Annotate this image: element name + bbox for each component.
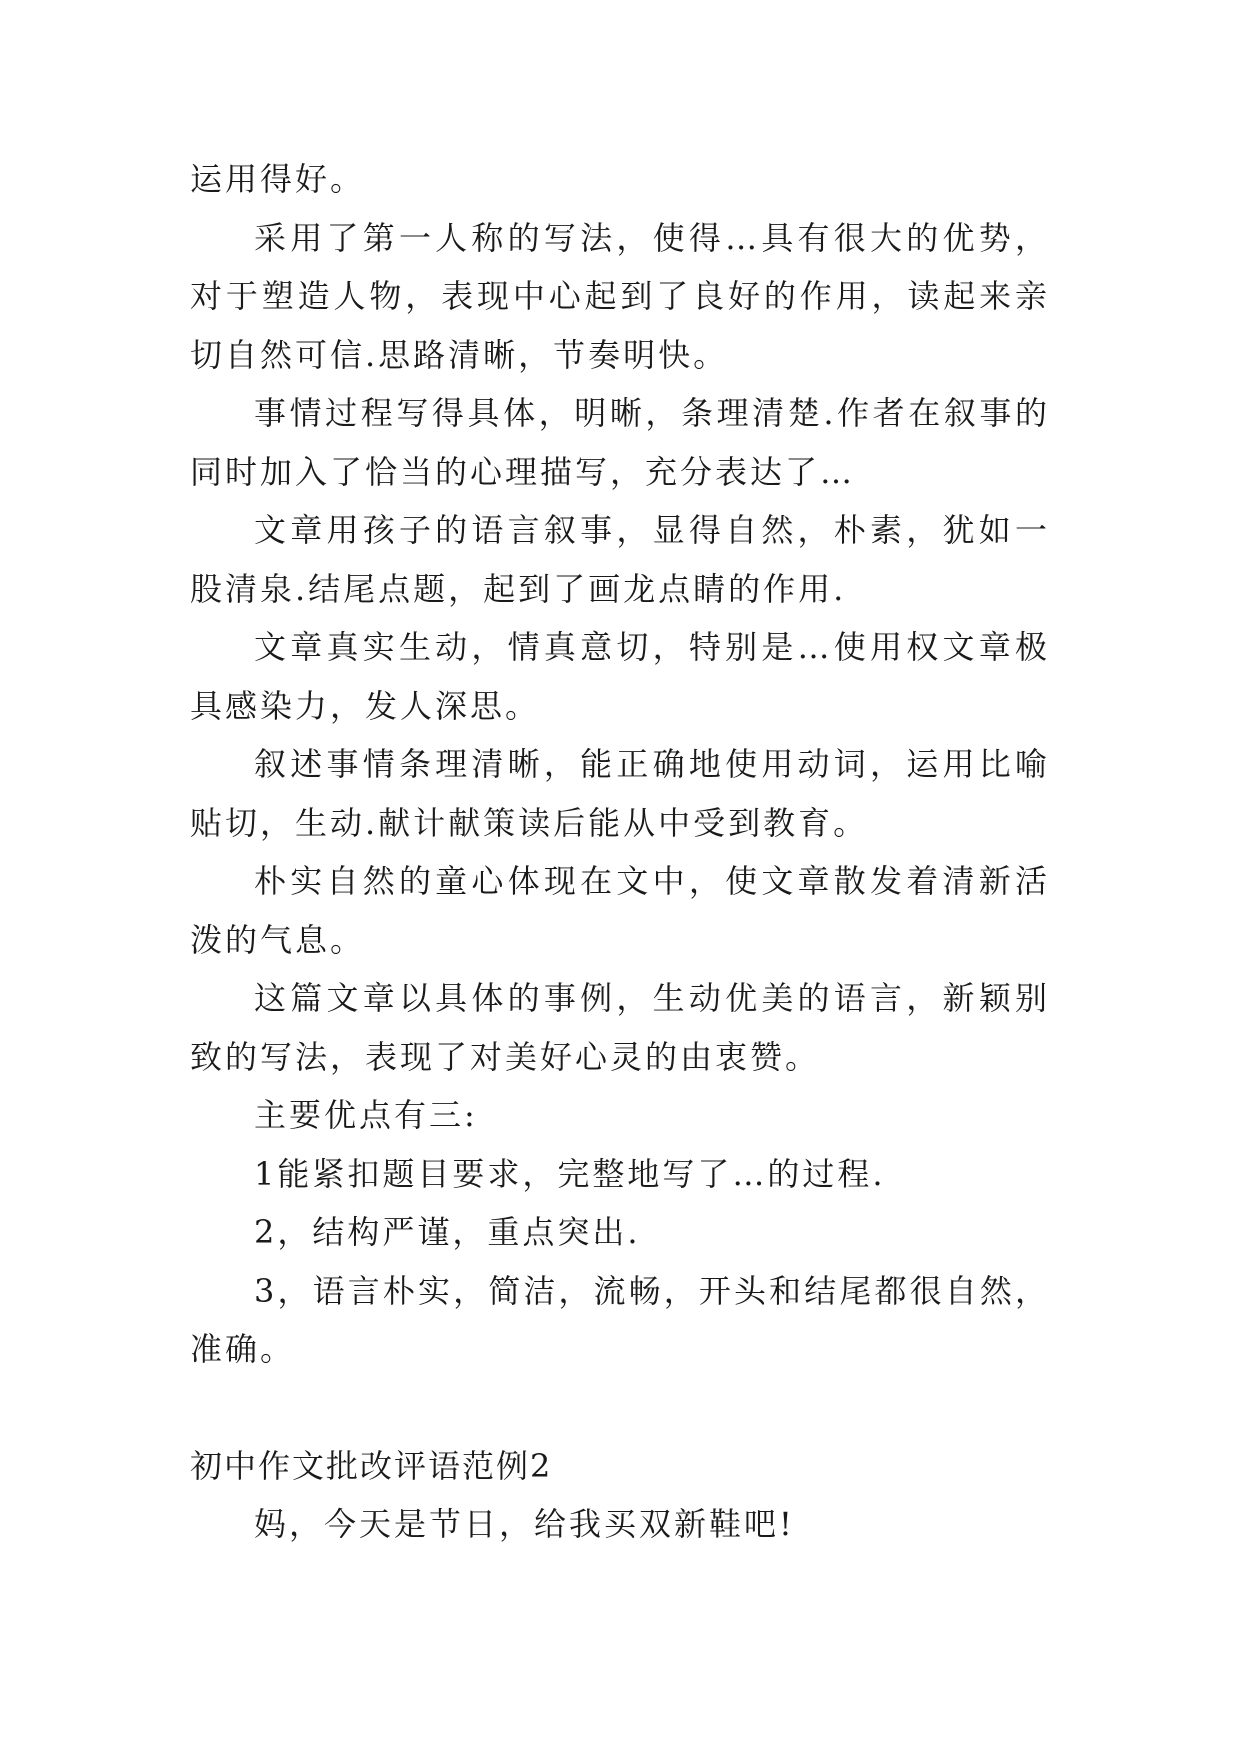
strength-item: 2，结构严谨，重点突出. [254, 1213, 641, 1251]
comment-paragraph: 文章真实生动，情真意切，特别是…使用权文章极具感染力，发人深思。 [190, 628, 1050, 725]
document-page [190, 150, 1050, 1554]
strengths-heading: 主要优点有三: [254, 1096, 478, 1134]
comment-paragraph: 事情过程写得具体，明晰，条理清楚.作者在叙事的同时加入了恰当的心理描写，充分表达了… [190, 394, 1050, 491]
section-spacer [190, 1379, 1050, 1437]
intro-line: 运用得好。 [190, 160, 366, 198]
comment-paragraph: 这篇文章以具体的事例，生动优美的语言，新颖别致的写法，表现了对美好心灵的由衷赞。 [190, 979, 1050, 1076]
comment-paragraph: 朴实自然的童心体现在文中，使文章散发着清新活泼的气息。 [190, 862, 1050, 959]
comment-paragraph: 采用了第一人称的写法，使得…具有很大的优势，对于塑造人物，表现中心起到了良好的作用，读起来亲切自然可信.思路清晰，节奏明快。 [190, 218, 1050, 374]
strength-item: 1能紧扣题目要求，完整地写了…的过程. [254, 1154, 886, 1193]
strength-item: 3，语言朴实，简洁，流畅，开头和结尾都很自然，准确。 [190, 1271, 1050, 1368]
section-first-line: 妈，今天是节日，给我买双新鞋吧! [254, 1505, 795, 1543]
comment-paragraph: 文章用孩子的语言叙事，显得自然，朴素，犹如一股清泉.结尾点题，起到了画龙点睛的作用. [190, 511, 1050, 608]
section-title: 初中作文批改评语范例2 [190, 1446, 553, 1485]
comment-paragraph: 叙述事情条理清晰，能正确地使用动词，运用比喻贴切，生动.献计献策读后能从中受到教育。 [190, 745, 1050, 842]
